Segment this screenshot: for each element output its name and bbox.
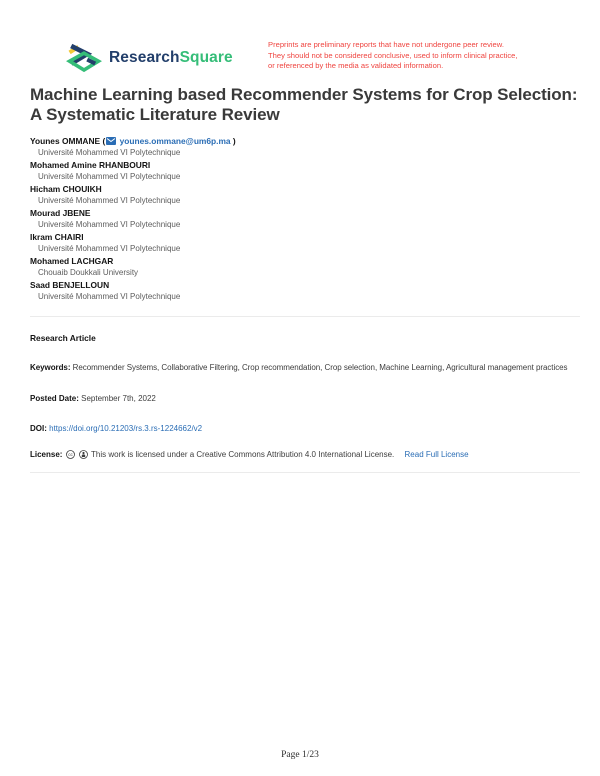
author-entry — [30, 255, 580, 279]
mail-icon — [106, 137, 116, 145]
paren-open: ( — [102, 136, 106, 146]
research-square-logo — [66, 42, 233, 74]
author-entry — [30, 159, 580, 183]
license-label: License: — [30, 450, 63, 459]
posted-date-line — [30, 393, 580, 404]
author-entry — [30, 207, 580, 231]
logo-word-research: Research — [109, 49, 180, 66]
divider-top — [30, 316, 580, 317]
keywords-label: Keywords: — [30, 363, 71, 372]
attribution-icon — [79, 450, 88, 459]
cc-icon — [66, 450, 75, 459]
author-entry — [30, 135, 580, 159]
keywords-line — [30, 362, 580, 373]
license-text: This work is licensed under a Creative Commons Attribution 4.0 International License. — [91, 450, 395, 459]
author-name: Mohamed Amine RHANBOURI — [30, 160, 151, 170]
author-affiliation: Université Mohammed VI Polytechnique — [38, 148, 181, 157]
article-type-label: Research Article — [30, 333, 96, 343]
doi-link[interactable]: https://doi.org/10.21203/rs.3.rs-1224662/v2 — [49, 424, 203, 433]
license-line — [30, 449, 580, 460]
divider-bottom — [30, 472, 580, 473]
author-email-wrap — [102, 136, 235, 146]
research-square-logo-icon — [66, 42, 102, 74]
main-content — [30, 85, 580, 473]
author-list — [30, 135, 580, 303]
disclaimer-line-1: Preprints are preliminary reports that have not undergone peer review. — [268, 40, 504, 49]
author-name: Ikram CHAIRI — [30, 232, 84, 242]
author-name: Mohamed LACHGAR — [30, 256, 114, 266]
doi-line — [30, 423, 580, 434]
keywords-text: Recommender Systems, Collaborative Filtering, Crop recommendation, Crop selection, Machine Learning, Agricultural management practices — [72, 363, 568, 372]
page-number: Page 1/23 — [281, 750, 319, 760]
read-full-license-link[interactable]: Read Full License — [404, 450, 469, 459]
author-affiliation: Université Mohammed VI Polytechnique — [38, 172, 181, 181]
author-name: Saad BENJELLOUN — [30, 280, 110, 290]
author-email-link[interactable]: younes.ommane@um6p.ma — [119, 136, 231, 146]
disclaimer-line-3: or referenced by the media as validated information. — [268, 61, 444, 70]
author-name-text: Younes OMMANE — [30, 136, 101, 146]
author-affiliation: Chouaib Doukkali University — [38, 268, 139, 277]
author-entry — [30, 183, 580, 207]
author-affiliation: Université Mohammed VI Polytechnique — [38, 220, 181, 229]
author-entry — [30, 231, 580, 255]
posted-date-value: September 7th, 2022 — [81, 394, 156, 403]
author-affiliation: Université Mohammed VI Polytechnique — [38, 292, 181, 301]
author-entry — [30, 279, 580, 303]
logo-word-square: Square — [179, 49, 233, 66]
paren-close: ) — [232, 136, 236, 146]
author-name: Mourad JBENE — [30, 208, 91, 218]
svg-text:cc: cc — [67, 452, 73, 458]
author-affiliation: Université Mohammed VI Polytechnique — [38, 196, 181, 205]
disclaimer-line-2: They should not be considered conclusive, used to inform clinical practice, — [268, 50, 518, 60]
doi-label: DOI: — [30, 424, 47, 433]
author-name: Hicham CHOUIKH — [30, 184, 102, 194]
author-name — [30, 135, 580, 147]
posted-date-label: Posted Date: — [30, 394, 79, 403]
author-affiliation: Université Mohammed VI Polytechnique — [38, 244, 181, 253]
preprint-disclaimer — [268, 40, 583, 72]
paper-title: Machine Learning based Recommender Systems for Crop Selection: A Systematic Literature Review — [30, 85, 578, 124]
logo-wordmark — [109, 49, 233, 67]
